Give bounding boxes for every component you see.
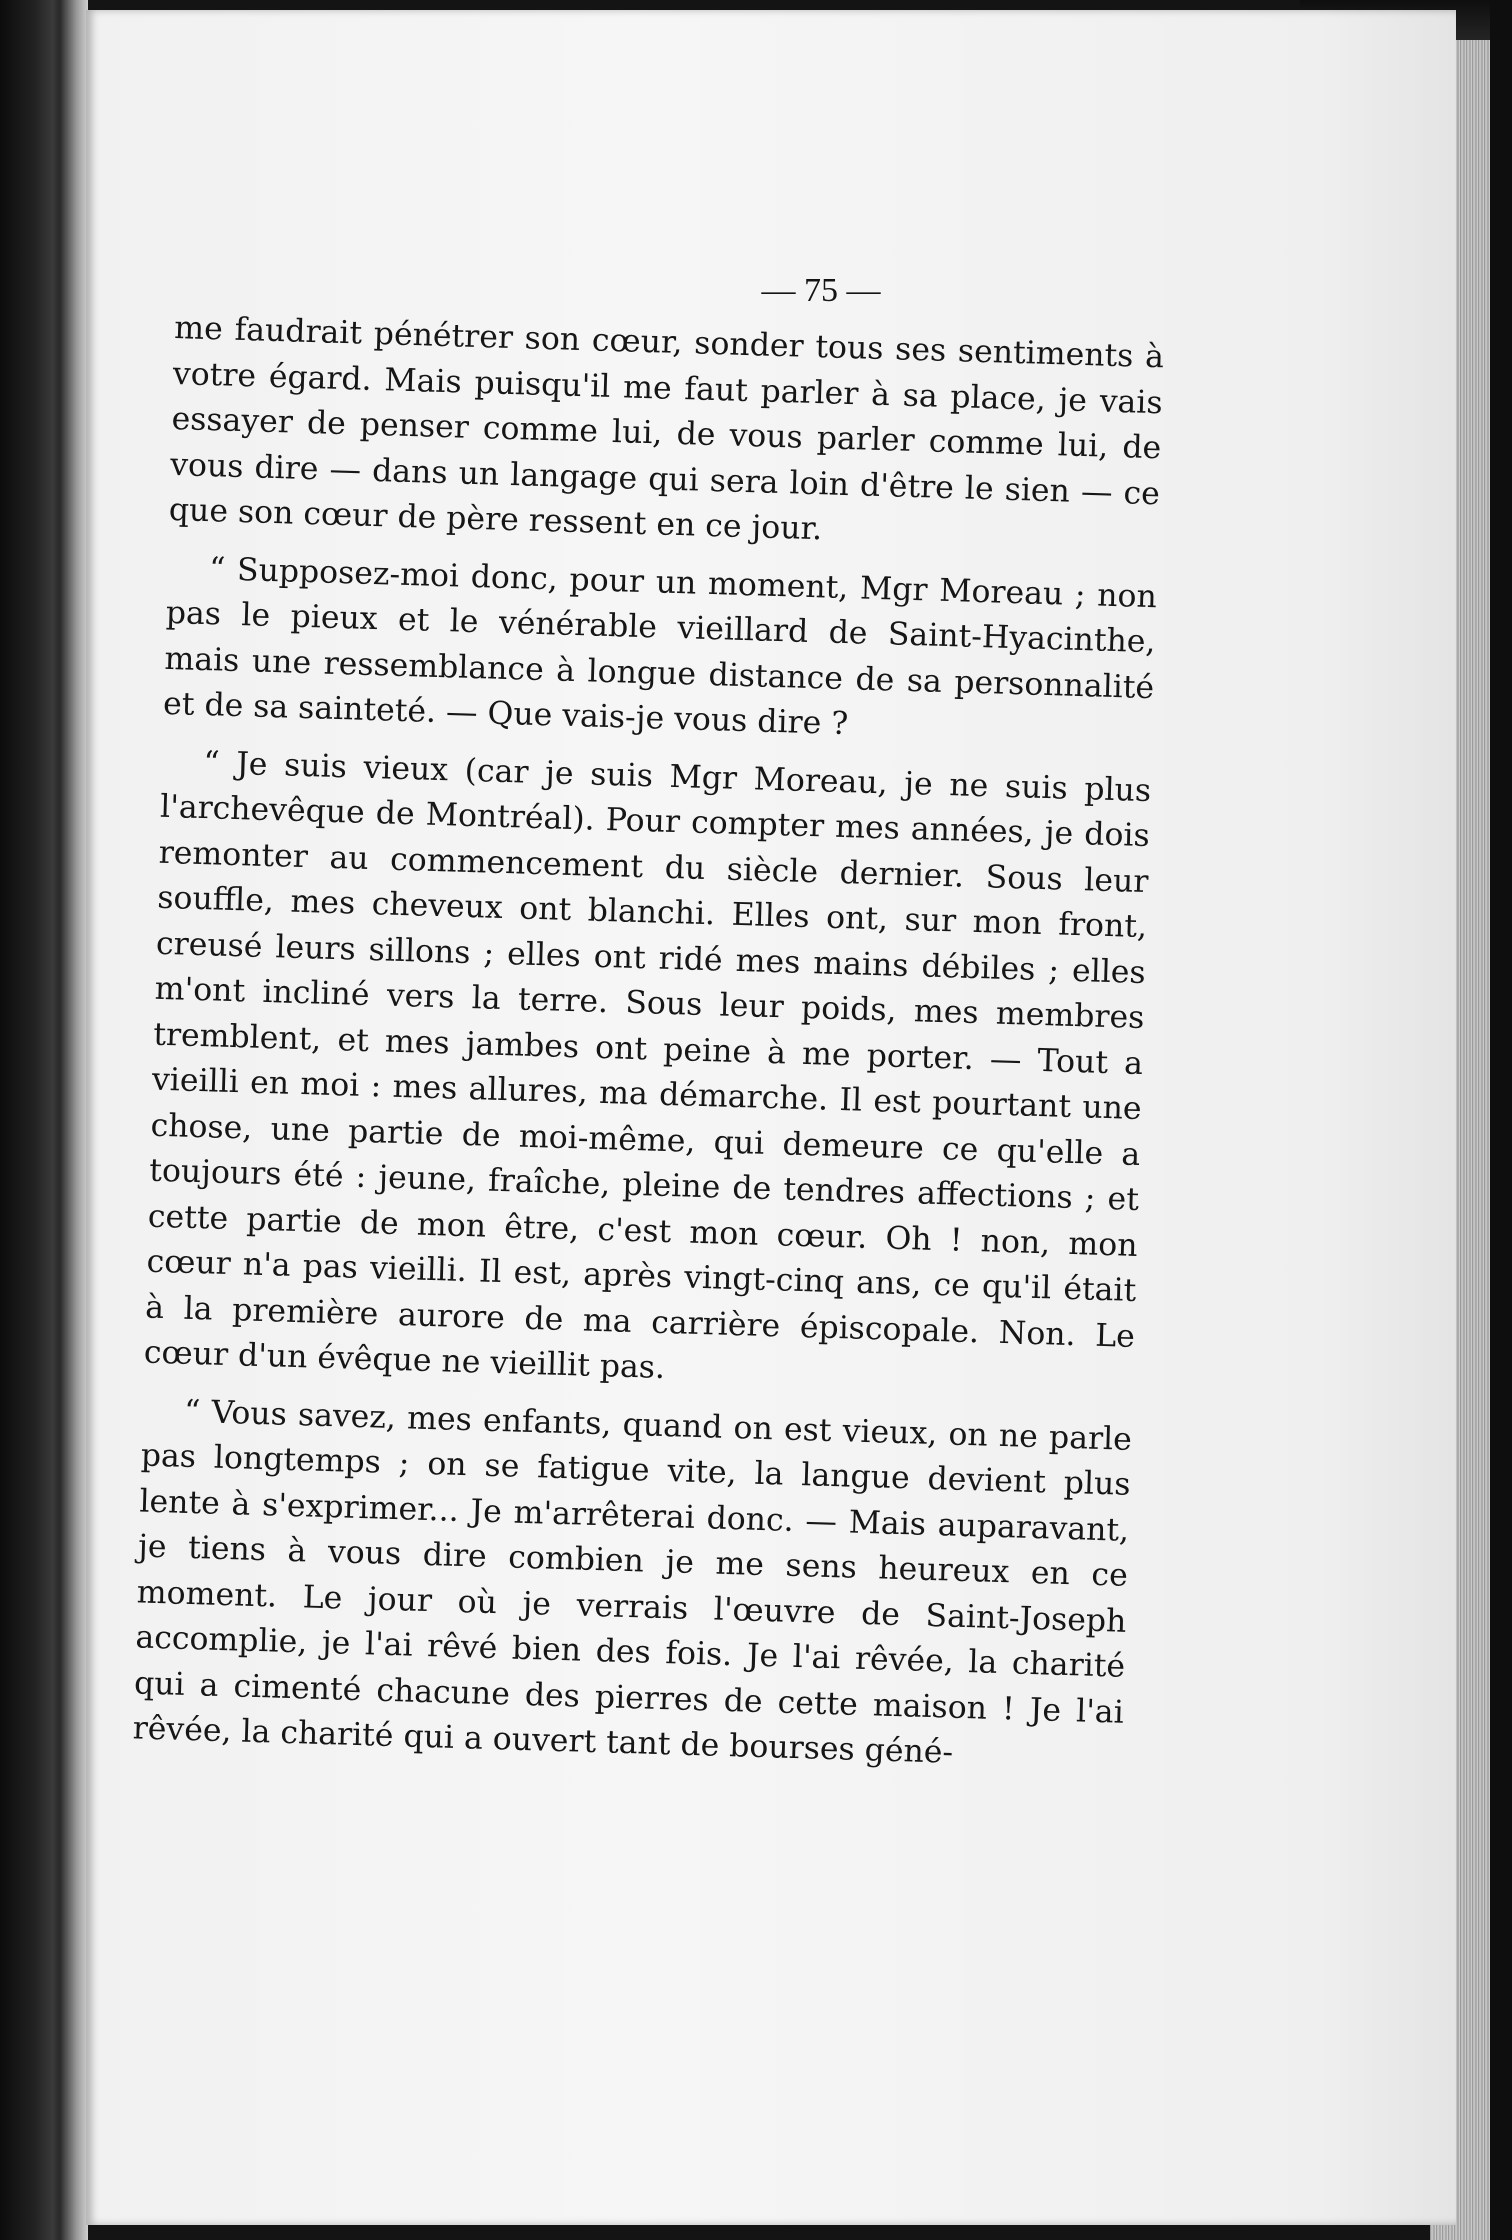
paragraph-3: “ Je suis vieux (car je suis Mgr Moreau, je ne suis plus l'archevêque de Montréal). Pour compter mes années, je dois remonter au commencement du siècle dernier. Sous leur souffle, mes cheveux ont blanchi. Elles ont, sur mon front, creusé leurs sillons ; elles ont ridé mes mains débiles ; elles m'ont incliné vers la terre. Sous leur poids, mes membres tremblent, et mes jambes ont peine à me porter. — Tout a vieilli en moi : mes allures, ma démarche. Il est pourtant une chose, une partie de moi-même, qui demeure ce qu'elle a toujours été : jeune, fraîche, pleine de tendres affections ; et cette partie de mon être, c'est mon cœur. Oh ! non, mon cœur n'a pas vieilli. Il est, après vingt-cinq ans, ce qu'il était à la première aurore de ma carrière épiscopale. Non. Le cœur d'un évêque ne vieillit pas. <box>143 744 1152 1386</box>
paragraph-4: “ Vous savez, mes enfants, quand on est vieux, on ne parle pas longtemps ; on se fatigue vite, la langue devient plus lente à s'exprimer... Je m'arrêterai donc. — Mais auparavant, je tiens à vous dire combien je me sens heureux en ce moment. Le jour où je verrais l'œuvre de Saint-Joseph accomplie, je l'ai rêvé bien des fois. Je l'ai rêvée, la charité qui a cimenté chacune des pierres de cette maison ! Je l'ai rêvée, la charité qui a ouvert tant de bourses géné- <box>132 1393 1133 1771</box>
paragraph-1: me faudrait pénétrer son cœur, sonder tous ses sentiments à votre égard. Mais puisqu'il me faut parler à sa place, je vais essayer de penser comme lui, de vous parler comme lui, de vous dire — dans un langage qui sera loin d'être le sien — ce que son cœur de père ressent en ce jour. <box>168 309 1165 548</box>
right-border-shadow <box>1490 0 1512 2240</box>
paragraph-2: “ Supposez-moi donc, pour un moment, Mgr Moreau ; non pas le pieux et le vénérable vieillard de Saint-Hyacinthe, mais une ressemblance à longue distance de sa personnalité et de sa sainteté. — Que vais-je vous dire ? <box>162 550 1158 743</box>
left-page-edge <box>60 0 88 2240</box>
page-number: — 75 — <box>761 272 881 309</box>
body-text <box>132 306 1165 1793</box>
